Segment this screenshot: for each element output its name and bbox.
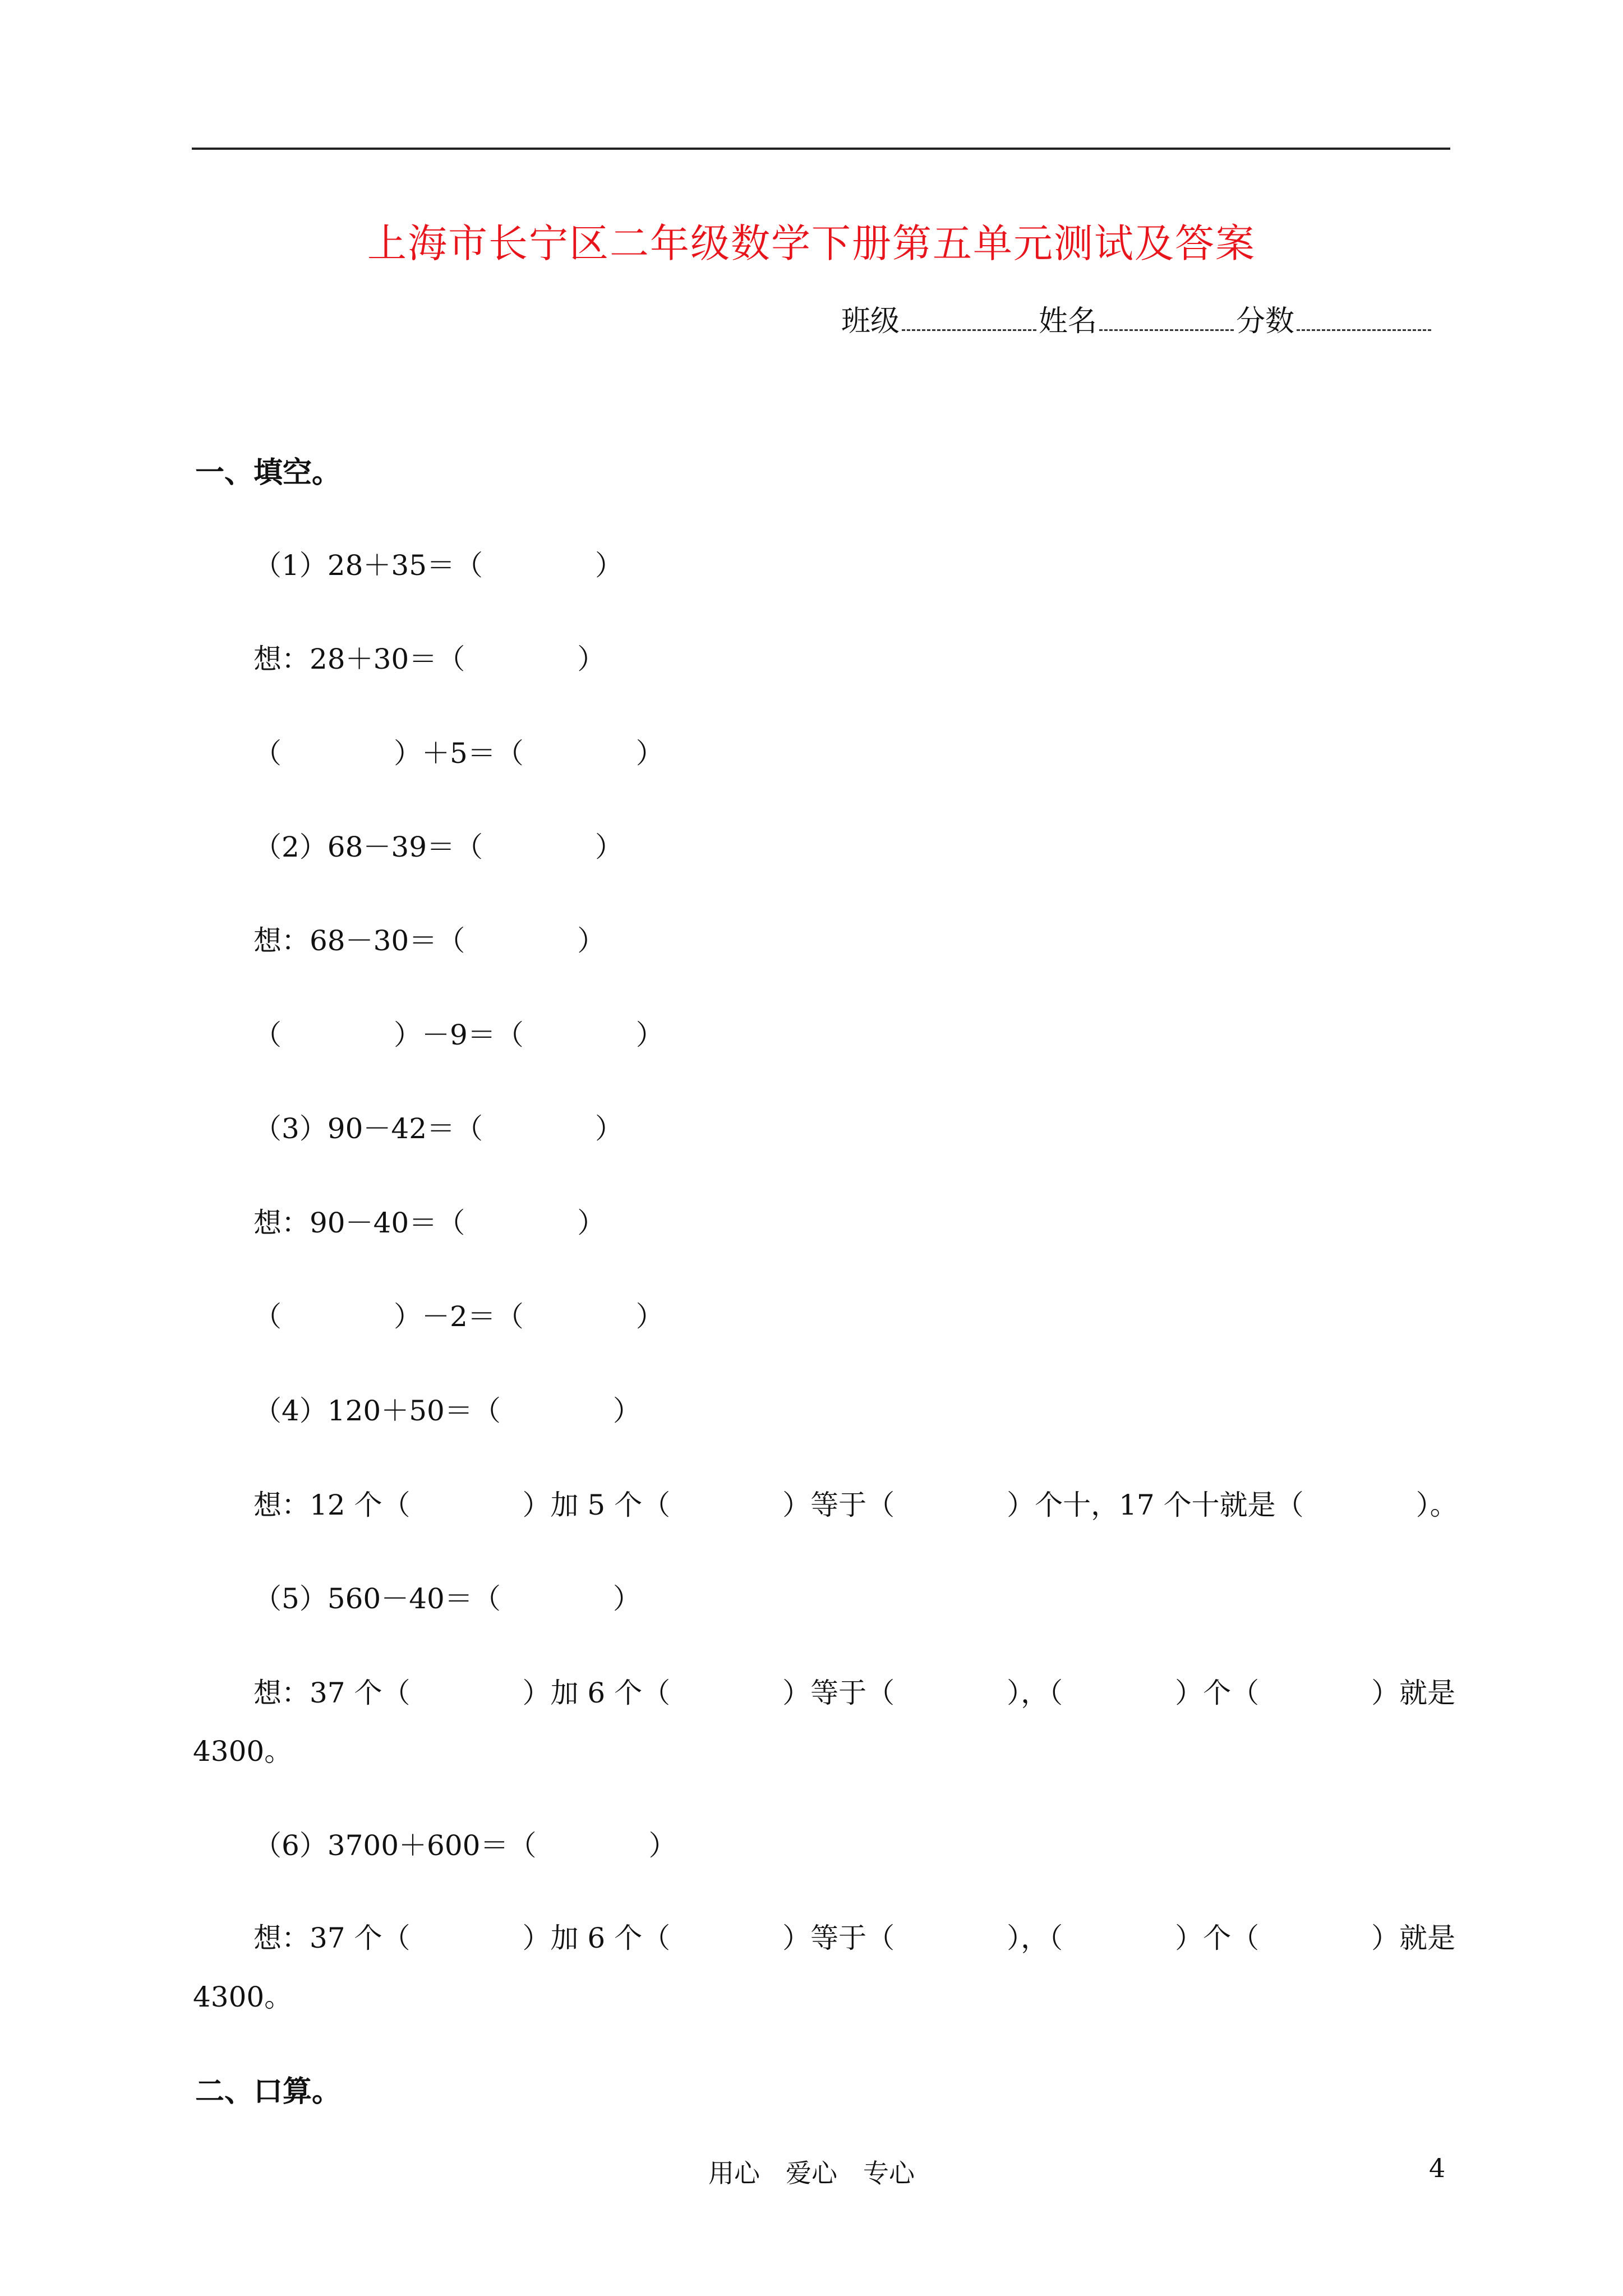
name-blank[interactable] — [1099, 329, 1234, 331]
q5-think-continuation — [193, 1729, 292, 1769]
score-blank[interactable] — [1297, 329, 1431, 331]
q3-step-text: （ ）－2＝（ ） — [253, 1300, 664, 1333]
q3-main-text: （3）90－42＝（ ） — [253, 1112, 624, 1145]
score-label: 分数 — [1236, 305, 1295, 338]
q1-think — [253, 637, 605, 677]
q1-step-text: （ ）＋5＝（ ） — [253, 737, 664, 770]
q2-main-text: （2）68－39＝（ ） — [253, 831, 624, 863]
q6-think-cont-text: 4300。 — [193, 1981, 293, 2013]
q6-think-text: 想：37 个（ ）加 6 个（ ）等于（ ），（ ）个（ ）就是 — [253, 1922, 1456, 1954]
name-label: 姓名 — [1039, 305, 1098, 338]
q2-step — [253, 1013, 664, 1053]
class-blank[interactable] — [902, 329, 1036, 331]
q5-think-text: 想：37 个（ ）加 6 个（ ）等于（ ），（ ）个（ ）就是 — [253, 1677, 1456, 1709]
q4-main-text: （4）120＋50＝（ ） — [253, 1395, 641, 1427]
q2-think-text: 想：68－30＝（ ） — [253, 924, 606, 957]
q3-think — [253, 1200, 605, 1241]
q4-think-text: 想：12 个（ ）加 5 个（ ）等于（ ）个十，17 个十就是（ ）。 — [253, 1489, 1458, 1521]
student-info-line — [841, 297, 1433, 339]
q1-think-text: 想：28＋30＝（ ） — [253, 643, 606, 675]
q3-think-text: 想：90－40＝（ ） — [253, 1207, 606, 1239]
q6-think — [253, 1916, 1455, 1956]
q6-main — [253, 1823, 677, 1864]
header-rule — [192, 148, 1450, 150]
q3-step — [253, 1294, 664, 1335]
section-1-title: 一、填空。 — [195, 455, 342, 490]
q5-think — [253, 1671, 1455, 1711]
q4-main — [253, 1388, 641, 1429]
q1-step — [253, 731, 664, 771]
q4-think — [253, 1483, 1458, 1523]
q2-step-text: （ ）－9＝（ ） — [253, 1019, 664, 1051]
class-label: 班级 — [841, 305, 900, 338]
q5-main-text: （5）560－40＝（ ） — [253, 1582, 641, 1615]
footer-motto: 用心 爱心 专心 — [708, 2158, 915, 2188]
q1-main-text: （1）28＋35＝（ ） — [253, 549, 624, 582]
q2-think — [253, 918, 605, 959]
page-number: 4 — [1429, 2153, 1446, 2183]
q6-main-text: （6）3700＋600＝（ ） — [253, 1829, 677, 1862]
q1-main — [253, 543, 623, 583]
section-2-title: 二、口算。 — [195, 2074, 342, 2109]
q5-main — [253, 1576, 641, 1617]
q6-think-continuation — [193, 1975, 292, 2015]
q5-think-cont-text: 4300。 — [193, 1735, 293, 1768]
q2-main — [253, 825, 623, 865]
q3-main — [253, 1106, 623, 1147]
page-title: 上海市长宁区二年级数学下册第五单元测试及答案 — [367, 220, 1256, 266]
